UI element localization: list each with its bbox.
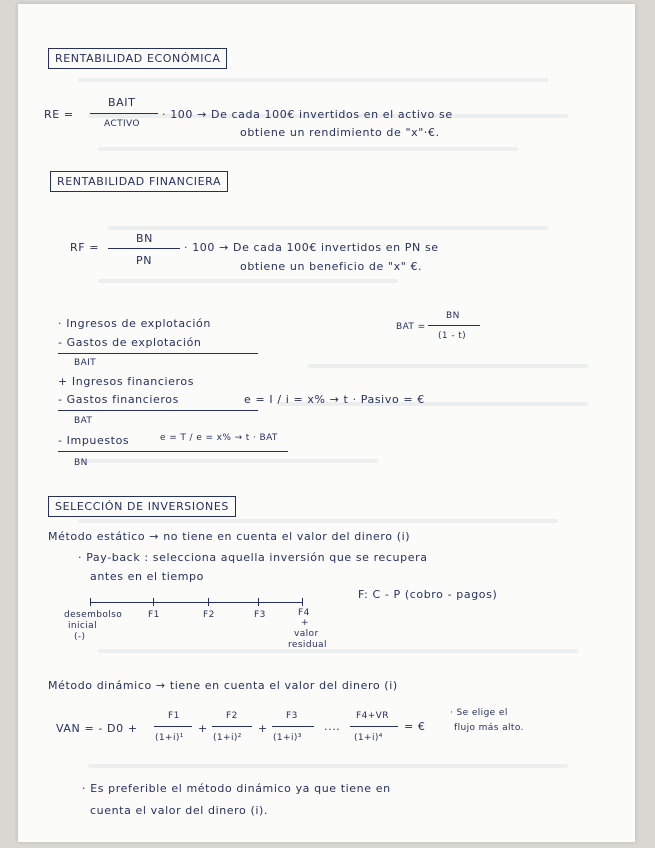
calc-bait: BAIT: [74, 358, 97, 368]
fraction-bar: [272, 726, 314, 727]
timeline-label-f4: F4: [298, 608, 310, 618]
bleed-through-mark: [98, 649, 578, 653]
bleed-through-mark: [108, 226, 548, 230]
re-numerator: BAIT: [108, 96, 136, 109]
bleed-through-mark: [88, 764, 568, 768]
timeline-label-valor: valor: [294, 629, 319, 639]
van-equals: = €: [404, 720, 426, 733]
rf-denominator: PN: [136, 254, 153, 267]
rf-numerator: BN: [136, 232, 153, 245]
timeline-tick: [302, 598, 303, 606]
timeline-axis: [90, 602, 302, 603]
fraction-bar: [350, 726, 398, 727]
bleed-through-mark: [78, 78, 548, 82]
section-title-rentabilidad-financiera: RENTABILIDAD FINANCIERA: [50, 171, 228, 192]
sum-line: [58, 410, 258, 411]
conclusion-line1: · Es preferible el método dinámico ya que tiene en: [82, 782, 391, 795]
fraction-bar: [212, 726, 252, 727]
sum-line: [58, 451, 288, 452]
fraction-bar: [108, 248, 180, 249]
calc-impuestos: - Impuestos: [58, 434, 130, 447]
calc-ingresos-explotacion: · Ingresos de explotación: [58, 317, 211, 330]
timeline-tick: [153, 598, 154, 606]
van-f3-denominator: (1+i)³: [273, 733, 302, 743]
van-ellipsis: ....: [324, 720, 341, 733]
calc-ingresos-financieros: + Ingresos financieros: [58, 375, 195, 388]
bat-formula-numerator: BN: [446, 311, 460, 321]
payback-line2: antes en el tiempo: [90, 570, 204, 583]
van-f1-denominator: (1+i)¹: [155, 733, 184, 743]
van-note-line2: flujo más alto.: [454, 723, 524, 733]
timeline-label-inicial: inicial: [68, 621, 97, 631]
rf-explanation-line1: · 100 → De cada 100€ invertidos en PN se: [184, 241, 439, 254]
re-explanation-line1: · 100 → De cada 100€ invertidos en el activo se: [162, 108, 453, 121]
metodo-estatico: Método estático → no tiene en cuenta el valor del dinero (i): [48, 530, 411, 543]
calc-tax-note: e = T / e = x% → t · BAT: [160, 433, 278, 443]
calc-interest-note: e = I / i = x% → t · Pasivo = €: [244, 393, 425, 406]
metodo-dinamico: Método dinámico → tiene en cuenta el valor del dinero (i): [48, 679, 398, 692]
bat-formula-label: BAT =: [396, 322, 426, 332]
plus-sign: +: [198, 722, 208, 735]
bleed-through-mark: [78, 519, 558, 523]
plus-sign: +: [258, 722, 268, 735]
section-title-seleccion-inversiones: SELECCIÓN DE INVERSIONES: [48, 496, 236, 517]
notebook-page: [18, 4, 635, 842]
van-f1-numerator: F1: [168, 711, 180, 721]
van-note-line1: · Se elige el: [450, 708, 508, 718]
bleed-through-mark: [98, 147, 518, 151]
timeline-tick: [258, 598, 259, 606]
timeline-label-plus: +: [301, 618, 309, 628]
timeline-tick: [208, 598, 209, 606]
section-title-rentabilidad-economica: RENTABILIDAD ECONÓMICA: [48, 48, 227, 69]
van-f4-numerator: F4+VR: [356, 711, 389, 721]
bleed-through-mark: [78, 459, 378, 463]
sum-line: [58, 353, 258, 354]
bleed-through-mark: [98, 279, 398, 283]
fraction-bar: [154, 726, 192, 727]
payback-line1: · Pay-back : selecciona aquella inversión que se recupera: [78, 551, 428, 564]
calc-bn: BN: [74, 458, 88, 468]
van-f2-denominator: (1+i)²: [213, 733, 242, 743]
bat-formula-denominator: (1 - t): [438, 331, 467, 341]
calc-bat: BAT: [74, 416, 93, 426]
flujo-formula: F: C - P (cobro - pagos): [358, 588, 498, 601]
re-denominator: ACTIVO: [104, 119, 140, 129]
conclusion-line2: cuenta el valor del dinero (i).: [90, 804, 269, 817]
rf-label: RF =: [70, 241, 100, 254]
van-f3-numerator: F3: [286, 711, 298, 721]
timeline-label-f3: F3: [254, 610, 266, 620]
van-f2-numerator: F2: [226, 711, 238, 721]
timeline-label-f1: F1: [148, 610, 160, 620]
van-f4-denominator: (1+i)⁴: [354, 733, 383, 743]
timeline-label-f2: F2: [203, 610, 215, 620]
timeline-label-negative: (-): [74, 632, 86, 642]
timeline-label-residual: residual: [288, 640, 327, 650]
calc-gastos-explotacion: - Gastos de explotación: [58, 336, 202, 349]
re-explanation-line2: obtiene un rendimiento de "x"·€.: [240, 126, 440, 139]
calc-gastos-financieros: - Gastos financieros: [58, 393, 179, 406]
fraction-bar: [428, 325, 480, 326]
timeline-tick: [90, 598, 91, 606]
rf-explanation-line2: obtiene un beneficio de "x" €.: [240, 260, 423, 273]
re-label: RE =: [44, 108, 74, 121]
bleed-through-mark: [308, 364, 588, 368]
fraction-bar: [90, 113, 158, 114]
timeline-label-desembolso: desembolso: [64, 610, 123, 620]
van-label: VAN = - D0 +: [56, 722, 138, 735]
